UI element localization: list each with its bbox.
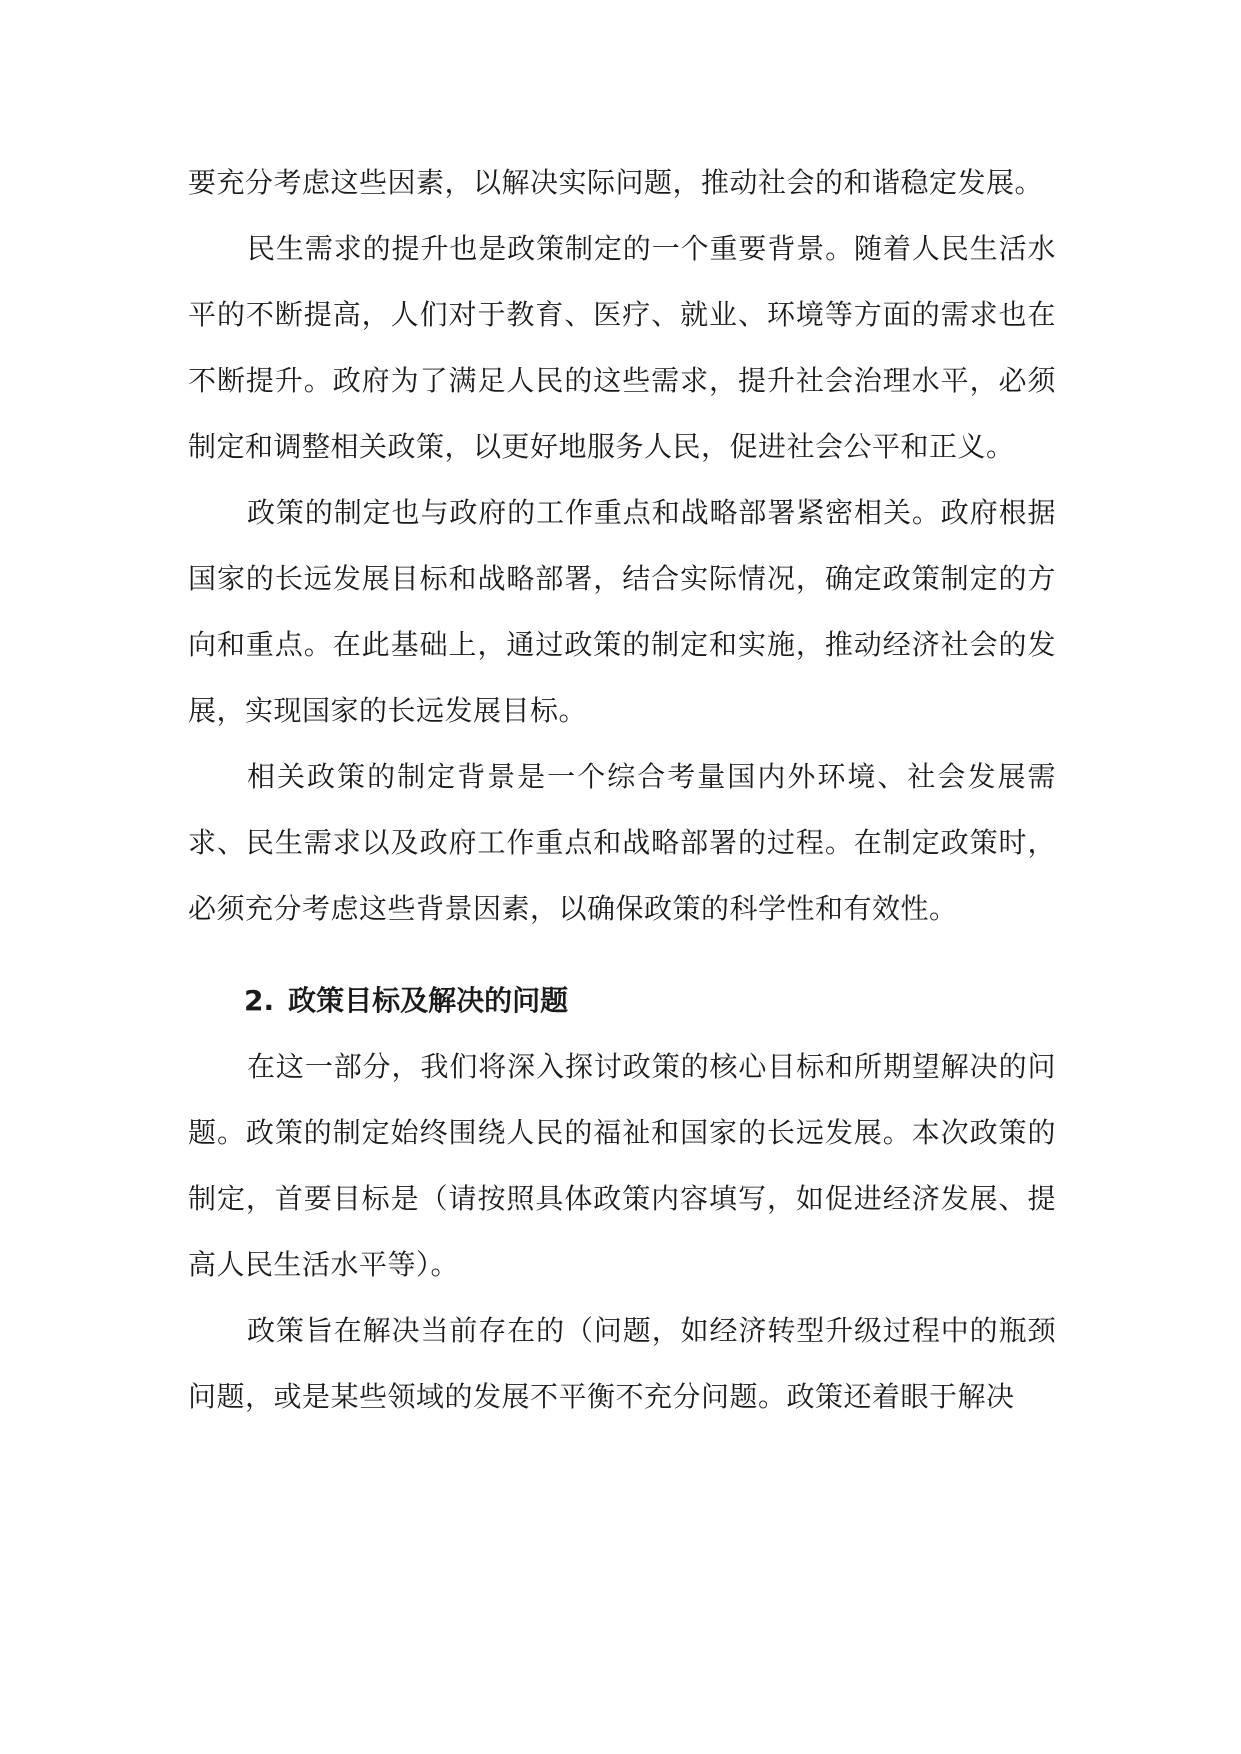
paragraph-livelihood-needs: 民生需求的提升也是政策制定的一个重要背景。随着人民生活水平的不断提高，人们对于教育、医疗、就业、环境等方面的需求也在不断提升。政府为了满足人民的这些需求，提升社会治理水平，必须制定和调整相关政策，以更好地服务人民，促进社会公平和正义。 xyxy=(188,232,1056,463)
document-body xyxy=(188,150,1056,1430)
paragraph-background-summary: 相关政策的制定背景是一个综合考量国内外环境、社会发展需求、民生需求以及政府工作重点和战略部署的过程。在制定政策时，必须充分考虑这些背景因素，以确保政策的科学性和有效性。 xyxy=(188,760,1056,925)
paragraph-policy-goals: 在这一部分，我们将深入探讨政策的核心目标和所期望解决的问题。政策的制定始终围绕人民的福祉和国家的长远发展。本次政策的制定，首要目标是（请按照具体政策内容填写，如促进经济发展、提高人民生活水平等）。 xyxy=(188,1050,1056,1281)
paragraph-continuation: 要充分考虑这些因素，以解决实际问题，推动社会的和谐稳定发展。 xyxy=(188,166,1044,199)
paragraph-government-priorities: 政策的制定也与政府的工作重点和战略部署紧密相关。政府根据国家的长远发展目标和战略部署，结合实际情况，确定政策制定的方向和重点。在此基础上，通过政策的制定和实施，推动经济社会的发展，实现国家的长远发展目标。 xyxy=(188,496,1056,727)
section-title: 政策目标及解决的问题 xyxy=(288,984,569,1017)
section-heading xyxy=(188,968,1056,1034)
section-number: 2. xyxy=(244,984,275,1017)
paragraph-problems-addressed: 政策旨在解决当前存在的（问题，如经济转型升级过程中的瓶颈问题，或是某些领域的发展不平衡不充分问题。政策还着眼于解决 xyxy=(188,1314,1056,1413)
